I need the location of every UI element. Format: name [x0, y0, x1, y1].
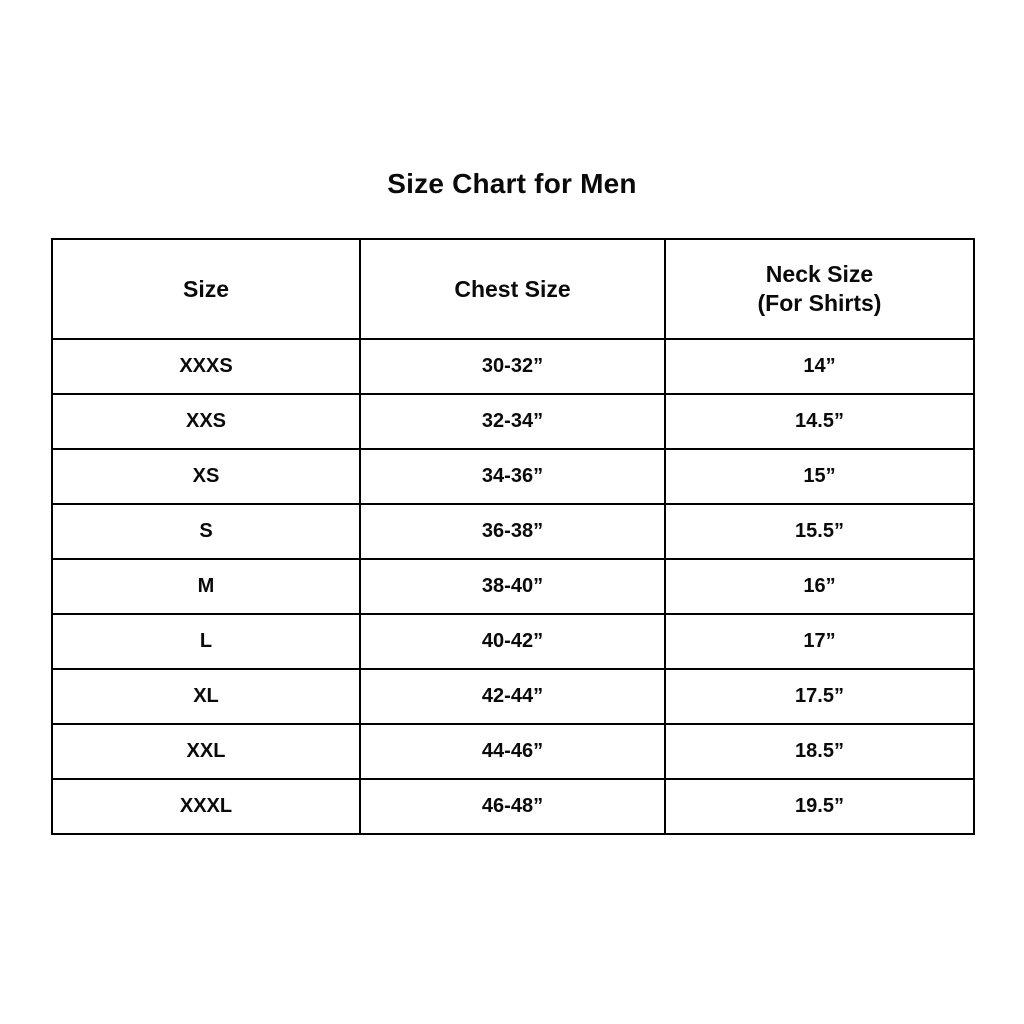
table-row [52, 394, 974, 449]
cell-chest: 46-48” [360, 779, 665, 834]
cell-neck: 14” [665, 339, 974, 394]
size-chart-table [51, 238, 975, 835]
cell-neck: 17.5” [665, 669, 974, 724]
column-header-neck-size-sublabel: (For Shirts) [757, 290, 882, 316]
column-header-neck-size [665, 239, 974, 339]
cell-chest: 38-40” [360, 559, 665, 614]
cell-chest: 34-36” [360, 449, 665, 504]
table-row [52, 504, 974, 559]
cell-neck: 19.5” [665, 779, 974, 834]
cell-neck: 16” [665, 559, 974, 614]
column-header-size-label: Size [182, 275, 230, 302]
cell-neck: 17” [665, 614, 974, 669]
cell-chest: 30-32” [360, 339, 665, 394]
cell-size: XS [52, 449, 360, 504]
page-title: Size Chart for Men [387, 168, 637, 199]
cell-chest: 40-42” [360, 614, 665, 669]
cell-size: S [52, 504, 360, 559]
cell-neck: 15.5” [665, 504, 974, 559]
column-header-size [52, 239, 360, 339]
cell-size: XXXS [52, 339, 360, 394]
table-row [52, 724, 974, 779]
table-body [52, 339, 974, 834]
table-row [52, 669, 974, 724]
cell-neck: 14.5” [665, 394, 974, 449]
cell-neck: 15” [665, 449, 974, 504]
cell-chest: 44-46” [360, 724, 665, 779]
table-row [52, 779, 974, 834]
cell-size: XL [52, 669, 360, 724]
cell-size: L [52, 614, 360, 669]
cell-size: XXL [52, 724, 360, 779]
cell-chest: 36-38” [360, 504, 665, 559]
column-header-chest-size-label: Chest Size [454, 275, 571, 302]
cell-size: XXXL [52, 779, 360, 834]
table-row [52, 449, 974, 504]
table-header [52, 239, 974, 339]
table-row [52, 339, 974, 394]
cell-chest: 42-44” [360, 669, 665, 724]
table-header-row [52, 239, 974, 339]
cell-size: XXS [52, 394, 360, 449]
column-header-neck-size-label: Neck Size [765, 261, 874, 288]
cell-neck: 18.5” [665, 724, 974, 779]
table-row [52, 614, 974, 669]
cell-chest: 32-34” [360, 394, 665, 449]
column-header-chest-size [360, 239, 665, 339]
cell-size: M [52, 559, 360, 614]
table-row [52, 559, 974, 614]
size-chart-table-container [51, 238, 973, 835]
